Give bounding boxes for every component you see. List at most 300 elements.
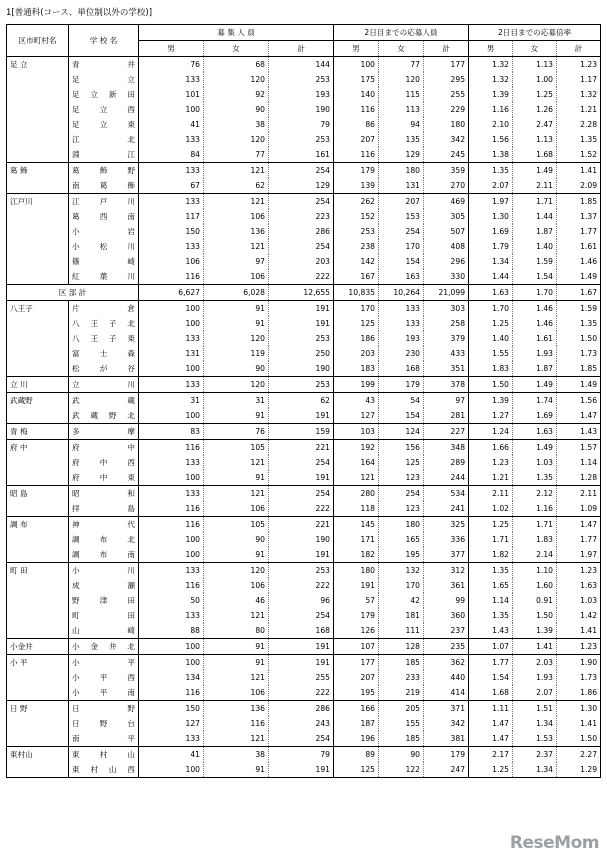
table-row — [7, 532, 601, 547]
ratio-total-cell: 1.46 — [557, 254, 601, 269]
recruit-total-cell: 243 — [269, 716, 334, 731]
recruit-total-cell: 191 — [269, 408, 334, 424]
ratio-male-cell: 1.50 — [469, 377, 513, 393]
applicants-female-cell: 90 — [379, 747, 424, 763]
ratio-male-cell: 1.34 — [469, 254, 513, 269]
recruit-total-cell: 253 — [269, 331, 334, 346]
applicants-female-cell: 168 — [379, 361, 424, 377]
ratio-female-cell: 1.83 — [513, 532, 557, 547]
recruit-total-cell: 286 — [269, 224, 334, 239]
table-row — [7, 639, 601, 655]
ratio-male-cell: 1.69 — [469, 224, 513, 239]
ratio-total-cell: 1.17 — [557, 72, 601, 87]
recruit-male-cell: 31 — [139, 393, 204, 409]
recruit-male-cell: 100 — [139, 361, 204, 377]
ratio-total-cell: 1.90 — [557, 655, 601, 671]
subtotal-label: 区 部 計 — [7, 285, 139, 301]
applicants-female-cell: 155 — [379, 716, 424, 731]
applicants-male-cell: 100 — [334, 57, 379, 73]
school-name-cell: 日 野 台 — [69, 716, 139, 731]
applicants-male-cell: 139 — [334, 178, 379, 194]
watermark-logo: ReseMom — [509, 833, 599, 853]
recruit-female-header: 女 — [204, 41, 269, 57]
applicants-female-cell: 94 — [379, 117, 424, 132]
district-cell: 江戸川 — [7, 194, 69, 210]
applicants-female-cell: 154 — [379, 254, 424, 269]
ratio-male-cell: 1.71 — [469, 532, 513, 547]
recruit-male-cell: 133 — [139, 194, 204, 210]
ratio-male-cell: 1.77 — [469, 655, 513, 671]
applicants-total-cell: 381 — [424, 731, 469, 747]
recruit-female-cell: 80 — [204, 623, 269, 639]
school-name-cell: 小 松 川 — [69, 239, 139, 254]
school-name-cell: 小 平 — [69, 655, 139, 671]
applicants-male-cell: 175 — [334, 72, 379, 87]
ratio-male-cell: 1.39 — [469, 393, 513, 409]
table-row — [7, 547, 601, 563]
recruit-total-cell: 222 — [269, 685, 334, 701]
applicants-header: 2日目までの応募人員 — [334, 25, 469, 41]
recruit-female-cell: 31 — [204, 393, 269, 409]
ratio-female-cell: 1.70 — [513, 285, 557, 301]
applicants-female-cell: 123 — [379, 470, 424, 486]
applicants-male-cell: 171 — [334, 532, 379, 547]
table-row — [7, 563, 601, 579]
applicants-total-cell: 408 — [424, 239, 469, 254]
applicants-male-cell: 192 — [334, 440, 379, 456]
ratio-female-cell: 1.00 — [513, 72, 557, 87]
applicants-male-cell: 118 — [334, 501, 379, 517]
applicants-total-cell: 270 — [424, 178, 469, 194]
recruit-total-cell: 255 — [269, 670, 334, 685]
applicants-female-cell: 156 — [379, 440, 424, 456]
ratio-female-cell: 2.03 — [513, 655, 557, 671]
district-cell — [7, 532, 69, 547]
applicants-total-cell: 21,099 — [424, 285, 469, 301]
recruit-male-cell: 133 — [139, 563, 204, 579]
ratio-female-cell: 1.60 — [513, 578, 557, 593]
recruit-female-cell: 105 — [204, 440, 269, 456]
recruit-female-cell: 91 — [204, 316, 269, 331]
school-name-cell: 日 野 — [69, 701, 139, 717]
table-row — [7, 178, 601, 194]
applicants-male-cell: 152 — [334, 209, 379, 224]
ratio-female-cell: 1.41 — [513, 639, 557, 655]
ratio-male-cell: 1.35 — [469, 608, 513, 623]
ratio-male-cell: 1.39 — [469, 87, 513, 102]
recruit-male-cell: 133 — [139, 331, 204, 346]
applicants-female-cell: 133 — [379, 316, 424, 331]
ratio-total-cell: 1.09 — [557, 501, 601, 517]
ratio-total-cell: 1.23 — [557, 563, 601, 579]
recruit-total-cell: 12,655 — [269, 285, 334, 301]
recruit-female-cell: 121 — [204, 455, 269, 470]
applicants-female-cell: 77 — [379, 57, 424, 73]
applicants-male-cell: 179 — [334, 608, 379, 623]
recruit-female-cell: 106 — [204, 209, 269, 224]
recruit-female-cell: 90 — [204, 361, 269, 377]
school-name-cell: 東 村 山 — [69, 747, 139, 763]
ratio-total-cell: 1.35 — [557, 132, 601, 147]
recruit-total-cell: 96 — [269, 593, 334, 608]
applicants-male-cell: 107 — [334, 639, 379, 655]
recruit-female-cell: 91 — [204, 547, 269, 563]
district-cell: 葛 飾 — [7, 163, 69, 179]
district-cell: 府 中 — [7, 440, 69, 456]
district-cell: 武蔵野 — [7, 393, 69, 409]
ratio-total-cell: 1.30 — [557, 701, 601, 717]
recruit-total-cell: 190 — [269, 532, 334, 547]
recruit-female-cell: 76 — [204, 424, 269, 440]
table-row — [7, 608, 601, 623]
table-row — [7, 269, 601, 285]
school-name-cell: 多 摩 — [69, 424, 139, 440]
school-header: 学 校 名 — [69, 25, 139, 57]
table-row — [7, 424, 601, 440]
recruit-female-cell: 91 — [204, 655, 269, 671]
district-cell — [7, 102, 69, 117]
ratio-female-cell: 1.26 — [513, 102, 557, 117]
table-row — [7, 72, 601, 87]
school-name-cell: 富 士 森 — [69, 346, 139, 361]
ratio-female-cell: 1.69 — [513, 408, 557, 424]
school-name-cell: 小 平 西 — [69, 670, 139, 685]
ratio-male-cell: 1.30 — [469, 209, 513, 224]
recruit-female-cell: 121 — [204, 239, 269, 254]
applicants-total-cell: 296 — [424, 254, 469, 269]
applicants-total-cell: 305 — [424, 209, 469, 224]
applicants-total-cell: 281 — [424, 408, 469, 424]
applicants-female-cell: 115 — [379, 87, 424, 102]
recruit-total-cell: 191 — [269, 547, 334, 563]
applicants-male-cell: 43 — [334, 393, 379, 409]
ratio-female-cell: 2.07 — [513, 685, 557, 701]
recruit-total-cell: 253 — [269, 377, 334, 393]
applicants-male-cell: 195 — [334, 685, 379, 701]
table-caption: 1[普通科(コース、単位制以外の学校)] — [6, 8, 153, 18]
recruit-male-cell: 133 — [139, 486, 204, 502]
ratio-male-cell: 1.68 — [469, 685, 513, 701]
recruit-female-cell: 38 — [204, 117, 269, 132]
ratio-male-cell: 1.97 — [469, 194, 513, 210]
recruit-female-cell: 120 — [204, 331, 269, 346]
recruit-total-cell: 254 — [269, 239, 334, 254]
applicants-female-cell: 54 — [379, 393, 424, 409]
applicants-male-header: 男 — [334, 41, 379, 57]
applicants-male-cell: 57 — [334, 593, 379, 608]
ratio-total-cell: 2.11 — [557, 486, 601, 502]
applicants-total-cell: 330 — [424, 269, 469, 285]
ratio-male-cell: 1.25 — [469, 517, 513, 533]
applicants-female-cell: 129 — [379, 147, 424, 163]
applicants-total-cell: 312 — [424, 563, 469, 579]
ratio-male-cell: 1.65 — [469, 578, 513, 593]
school-name-cell: 府 中 東 — [69, 470, 139, 486]
table-row — [7, 701, 601, 717]
applicants-female-cell: 123 — [379, 501, 424, 517]
recruit-total-cell: 223 — [269, 209, 334, 224]
applicants-total-cell: 97 — [424, 393, 469, 409]
district-cell — [7, 254, 69, 269]
recruit-total-cell: 62 — [269, 393, 334, 409]
ratio-female-cell: 1.10 — [513, 563, 557, 579]
table-row — [7, 209, 601, 224]
recruit-male-cell: 100 — [139, 316, 204, 331]
applicants-total-cell: 362 — [424, 655, 469, 671]
ratio-total-cell: 1.41 — [557, 716, 601, 731]
applicants-total-cell: 237 — [424, 623, 469, 639]
ratio-male-cell: 2.10 — [469, 117, 513, 132]
recruit-total-cell: 253 — [269, 132, 334, 147]
ratio-total-cell: 1.23 — [557, 639, 601, 655]
applicants-male-cell: 126 — [334, 623, 379, 639]
recruit-male-cell: 50 — [139, 593, 204, 608]
applicants-female-cell: 193 — [379, 331, 424, 346]
table-body — [7, 57, 601, 778]
applicants-total-cell: 507 — [424, 224, 469, 239]
ratio-female-cell: 1.51 — [513, 701, 557, 717]
recruit-male-cell: 100 — [139, 408, 204, 424]
recruit-male-cell: 100 — [139, 547, 204, 563]
ratio-total-cell: 1.56 — [557, 393, 601, 409]
recruit-female-cell: 136 — [204, 701, 269, 717]
ratio-total-cell: 1.50 — [557, 731, 601, 747]
recruit-female-cell: 68 — [204, 57, 269, 73]
ratio-male-cell: 1.25 — [469, 316, 513, 331]
recruit-total-cell: 221 — [269, 440, 334, 456]
school-name-cell: 南 平 — [69, 731, 139, 747]
recruit-total-cell: 250 — [269, 346, 334, 361]
recruit-total-cell: 193 — [269, 87, 334, 102]
recruit-total-cell: 254 — [269, 163, 334, 179]
ratio-total-cell: 2.27 — [557, 747, 601, 763]
recruit-male-cell: 100 — [139, 102, 204, 117]
recruit-male-cell: 41 — [139, 117, 204, 132]
recruit-male-cell: 100 — [139, 762, 204, 778]
recruit-female-cell: 97 — [204, 254, 269, 269]
recruit-male-cell: 100 — [139, 301, 204, 317]
recruit-total-cell: 161 — [269, 147, 334, 163]
recruit-total-cell: 253 — [269, 563, 334, 579]
recruit-total-cell: 254 — [269, 455, 334, 470]
applicants-male-cell: 196 — [334, 731, 379, 747]
table-row — [7, 593, 601, 608]
ratio-female-cell: 1.71 — [513, 194, 557, 210]
recruit-male-cell: 133 — [139, 377, 204, 393]
applicants-female-cell: 219 — [379, 685, 424, 701]
applicants-male-cell: 262 — [334, 194, 379, 210]
applicants-male-cell: 207 — [334, 132, 379, 147]
school-name-cell: 足 立 — [69, 72, 139, 87]
ratio-total-cell: 1.03 — [557, 593, 601, 608]
table-row — [7, 670, 601, 685]
recruit-total-cell: 254 — [269, 486, 334, 502]
table-row — [7, 377, 601, 393]
ratio-total-cell: 1.47 — [557, 408, 601, 424]
application-ratio-table — [6, 24, 601, 778]
applicants-total-cell: 289 — [424, 455, 469, 470]
recruit-male-cell: 88 — [139, 623, 204, 639]
applicants-total-cell: 360 — [424, 608, 469, 623]
applicants-male-cell: 121 — [334, 470, 379, 486]
school-name-cell: 江 戸 川 — [69, 194, 139, 210]
table-row — [7, 501, 601, 517]
applicants-male-cell: 170 — [334, 301, 379, 317]
applicants-male-cell: 125 — [334, 762, 379, 778]
ratio-male-cell: 1.14 — [469, 593, 513, 608]
school-name-cell: 山 崎 — [69, 623, 139, 639]
ratio-female-cell: 1.68 — [513, 147, 557, 163]
recruit-female-cell: 119 — [204, 346, 269, 361]
ratio-female-cell: 1.34 — [513, 716, 557, 731]
ratio-male-cell: 1.24 — [469, 424, 513, 440]
school-name-cell: 葛 飾 野 — [69, 163, 139, 179]
applicants-total-cell: 342 — [424, 716, 469, 731]
ratio-male-cell: 1.38 — [469, 147, 513, 163]
ratio-total-cell: 1.37 — [557, 209, 601, 224]
recruit-male-cell: 116 — [139, 269, 204, 285]
district-cell — [7, 132, 69, 147]
ratio-male-cell: 1.07 — [469, 639, 513, 655]
district-cell: 八王子 — [7, 301, 69, 317]
ratio-header: 2日目までの応募倍率 — [469, 25, 601, 41]
district-cell: 昭 島 — [7, 486, 69, 502]
applicants-total-cell: 534 — [424, 486, 469, 502]
district-cell — [7, 762, 69, 778]
table-row — [7, 163, 601, 179]
applicants-male-cell: 116 — [334, 147, 379, 163]
ratio-female-cell: 1.93 — [513, 670, 557, 685]
table-row — [7, 731, 601, 747]
applicants-male-cell: 10,835 — [334, 285, 379, 301]
ratio-male-cell: 1.32 — [469, 72, 513, 87]
recruit-female-cell: 121 — [204, 731, 269, 747]
ratio-female-cell: 1.46 — [513, 316, 557, 331]
district-cell — [7, 408, 69, 424]
district-cell — [7, 178, 69, 194]
table-row — [7, 762, 601, 778]
ratio-male-cell: 1.35 — [469, 163, 513, 179]
recruit-female-cell: 136 — [204, 224, 269, 239]
table-row — [7, 194, 601, 210]
recruit-total-cell: 253 — [269, 72, 334, 87]
recruit-total-cell: 144 — [269, 57, 334, 73]
recruit-female-cell: 106 — [204, 501, 269, 517]
recruit-female-cell: 90 — [204, 102, 269, 117]
ratio-total-cell: 1.32 — [557, 87, 601, 102]
table-row — [7, 331, 601, 346]
school-name-cell: 松 が 谷 — [69, 361, 139, 377]
school-name-cell: 紅 葉 川 — [69, 269, 139, 285]
recruit-total-cell: 191 — [269, 655, 334, 671]
ratio-total-header: 計 — [557, 41, 601, 57]
applicants-total-header: 計 — [424, 41, 469, 57]
recruit-male-cell: 133 — [139, 608, 204, 623]
ratio-total-cell: 1.23 — [557, 57, 601, 73]
recruit-total-cell: 222 — [269, 578, 334, 593]
applicants-female-cell: 170 — [379, 239, 424, 254]
ratio-female-header: 女 — [513, 41, 557, 57]
district-cell — [7, 608, 69, 623]
table-row — [7, 117, 601, 132]
ratio-female-cell: 1.39 — [513, 623, 557, 639]
ratio-male-cell: 1.02 — [469, 501, 513, 517]
recruit-female-cell: 121 — [204, 608, 269, 623]
district-cell — [7, 209, 69, 224]
ratio-male-cell: 1.83 — [469, 361, 513, 377]
applicants-female-cell: 254 — [379, 486, 424, 502]
ratio-male-cell: 1.79 — [469, 239, 513, 254]
school-name-cell: 武 蔵 — [69, 393, 139, 409]
district-cell — [7, 716, 69, 731]
recruit-female-cell: 92 — [204, 87, 269, 102]
ratio-total-cell: 1.77 — [557, 224, 601, 239]
school-name-cell: 小 平 南 — [69, 685, 139, 701]
district-cell — [7, 239, 69, 254]
applicants-total-cell: 351 — [424, 361, 469, 377]
applicants-female-cell: 135 — [379, 132, 424, 147]
ratio-female-cell: 1.13 — [513, 132, 557, 147]
recruit-total-cell: 191 — [269, 470, 334, 486]
applicants-male-cell: 89 — [334, 747, 379, 763]
applicants-female-cell: 207 — [379, 194, 424, 210]
applicants-total-cell: 177 — [424, 57, 469, 73]
recruit-male-cell: 133 — [139, 731, 204, 747]
recruit-male-cell: 127 — [139, 716, 204, 731]
applicants-male-cell: 186 — [334, 331, 379, 346]
school-name-cell: 足 立 西 — [69, 102, 139, 117]
applicants-male-cell: 182 — [334, 547, 379, 563]
recruit-total-cell: 221 — [269, 517, 334, 533]
ratio-male-cell: 1.16 — [469, 102, 513, 117]
recruit-male-cell: 150 — [139, 224, 204, 239]
ratio-female-cell: 1.87 — [513, 361, 557, 377]
school-name-cell: 江 北 — [69, 132, 139, 147]
district-cell — [7, 670, 69, 685]
ratio-male-cell: 1.32 — [469, 57, 513, 73]
recruit-male-cell: 116 — [139, 501, 204, 517]
applicants-male-cell: 199 — [334, 377, 379, 393]
recruit-female-cell: 77 — [204, 147, 269, 163]
ratio-female-cell: 1.61 — [513, 331, 557, 346]
ratio-male-cell: 1.56 — [469, 132, 513, 147]
applicants-female-cell: 10,264 — [379, 285, 424, 301]
ratio-total-cell: 1.35 — [557, 316, 601, 331]
applicants-male-cell: 280 — [334, 486, 379, 502]
ratio-total-cell: 2.28 — [557, 117, 601, 132]
district-cell: 青 梅 — [7, 424, 69, 440]
ratio-total-cell: 1.43 — [557, 424, 601, 440]
table-row — [7, 87, 601, 102]
recruit-male-cell: 76 — [139, 57, 204, 73]
recruit-female-cell: 91 — [204, 639, 269, 655]
applicants-total-cell: 295 — [424, 72, 469, 87]
ratio-female-cell: 2.37 — [513, 747, 557, 763]
applicants-male-cell: 179 — [334, 163, 379, 179]
applicants-female-cell: 185 — [379, 731, 424, 747]
applicants-male-cell: 191 — [334, 578, 379, 593]
ratio-female-cell: 1.03 — [513, 455, 557, 470]
applicants-female-cell: 111 — [379, 623, 424, 639]
applicants-total-cell: 379 — [424, 331, 469, 346]
applicants-female-cell: 133 — [379, 301, 424, 317]
ratio-female-cell: 0.91 — [513, 593, 557, 608]
ratio-total-cell: 1.57 — [557, 440, 601, 456]
applicants-female-cell: 170 — [379, 578, 424, 593]
school-name-cell: 武 蔵 野 北 — [69, 408, 139, 424]
table-row — [7, 578, 601, 593]
applicants-male-cell: 238 — [334, 239, 379, 254]
